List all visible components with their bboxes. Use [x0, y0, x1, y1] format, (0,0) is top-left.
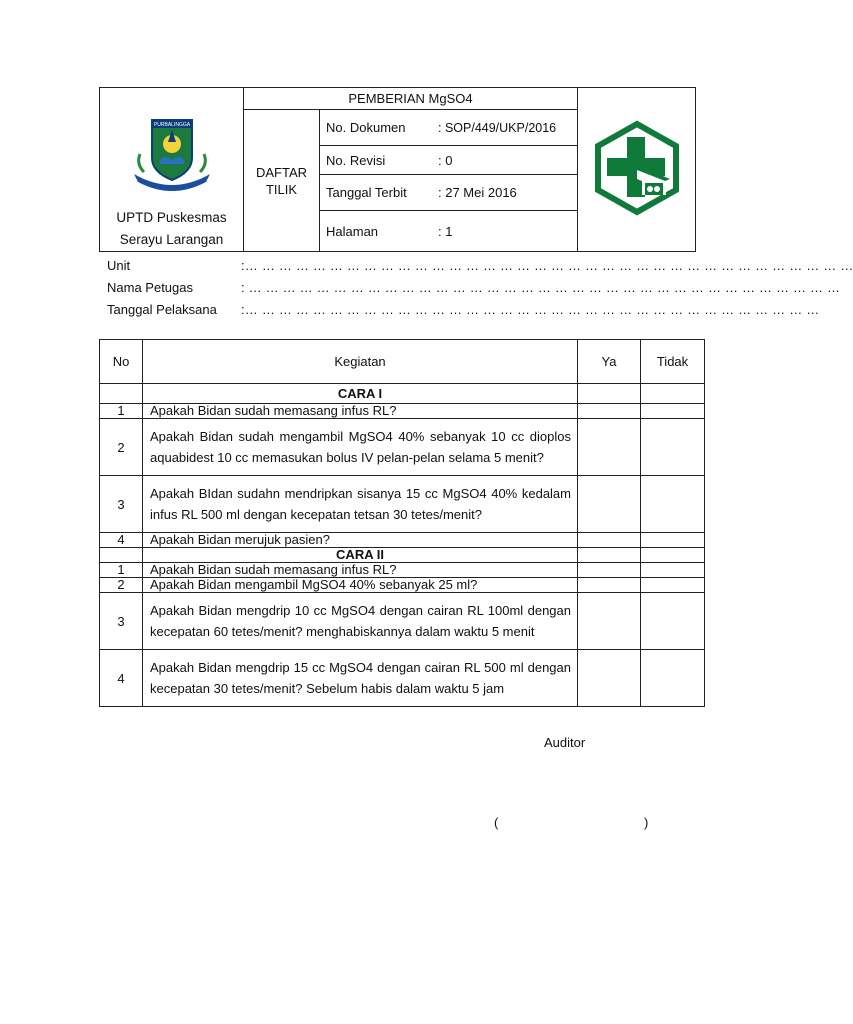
- issue-date-value: : 27 Mei 2016: [438, 185, 517, 200]
- no-check-cell[interactable]: [641, 650, 705, 707]
- auditor-signature-field[interactable]: [500, 815, 640, 831]
- yes-check-cell[interactable]: [578, 650, 641, 707]
- organization-name-line2: Serayu Larangan: [119, 232, 224, 247]
- row-number: 1: [100, 563, 143, 578]
- auditor-label: Auditor: [544, 735, 586, 750]
- no-check-cell[interactable]: [641, 578, 705, 593]
- section-title-cara-2: CARA II: [143, 548, 578, 563]
- officer-label: Nama Petugas: [107, 280, 193, 295]
- page-value: : 1: [438, 223, 453, 239]
- no-check-cell[interactable]: [641, 593, 705, 650]
- row-number: 2: [100, 419, 143, 476]
- row-number: 3: [100, 593, 143, 650]
- row-activity: Apakah Bidan sudah mengambil MgSO4 40% sebanyak 10 cc dioplos aquabidest 10 cc memasukan bolus IV pelan-pelan selama 5 menit?: [143, 419, 578, 476]
- row-number: 1: [100, 404, 143, 419]
- yes-check-cell[interactable]: [578, 533, 641, 548]
- page-label: Halaman: [326, 223, 379, 239]
- page-row: [320, 211, 578, 252]
- emblem-text: PURBALINGGA: [153, 122, 190, 128]
- document-number-row: [320, 110, 578, 146]
- execution-date-dotted-field[interactable]: :… … … … … … … … … … … … … … … … … … … … … … … … … … … … … … … … … …: [241, 302, 820, 317]
- row-activity: Apakah Bidan mengdrip 15 cc MgSO4 dengan cairan RL 500 ml dengan kecepatan 30 tetes/menit? Sebelum habis dalam waktu 5 jam: [143, 650, 578, 707]
- no-check-cell[interactable]: [641, 404, 705, 419]
- row-activity: Apakah Bidan mengambil MgSO4 40% sebanyak 25 ml?: [143, 578, 578, 593]
- row-number: 2: [100, 578, 143, 593]
- table-row: [100, 593, 705, 650]
- signature-close-paren: ): [644, 815, 649, 830]
- table-row: [100, 650, 705, 707]
- yes-check-cell[interactable]: [578, 578, 641, 593]
- puskesmas-logo-cell: [578, 88, 696, 252]
- document-title: PEMBERIAN MgSO4: [244, 88, 578, 110]
- table-row: [100, 476, 705, 533]
- row-number: 4: [100, 650, 143, 707]
- issue-date-label: Tanggal Terbit: [326, 185, 407, 200]
- yes-check-cell[interactable]: [578, 419, 641, 476]
- row-number: 4: [100, 533, 143, 548]
- document-number-label: No. Dokumen: [326, 120, 406, 135]
- revision-label: No. Revisi: [326, 152, 386, 168]
- table-row: [100, 578, 705, 593]
- row-activity: Apakah Bidan sudah memasang infus RL?: [143, 563, 578, 578]
- signature-open-paren: (: [494, 815, 499, 830]
- table-row: [100, 404, 705, 419]
- column-header-no: No: [100, 340, 143, 384]
- no-check-cell[interactable]: [641, 476, 705, 533]
- table-row: [100, 563, 705, 578]
- unit-dotted-field[interactable]: :… … … … … … … … … … … … … … … … … … … … … … … … … … … … … … … … … … … …: [241, 258, 853, 273]
- table-row: [100, 419, 705, 476]
- yes-check-cell[interactable]: [578, 404, 641, 419]
- section-title-cara-1: CARA I: [143, 384, 578, 404]
- puskesmas-logo-icon: [590, 121, 684, 215]
- revision-row: [320, 146, 578, 175]
- row-activity: Apakah BIdan sudahn mendripkan sisanya 15 cc MgSO4 40% kedalam infus RL 500 ml dengan kecepatan tetsan 30 tetes/menit?: [143, 476, 578, 533]
- row-activity: Apakah Bidan mengdrip 10 cc MgSO4 dengan cairan RL 100ml dengan kecepatan 60 tetes/menit? menghabiskannya dalam waktu 5 menit: [143, 593, 578, 650]
- no-check-cell[interactable]: [641, 419, 705, 476]
- purbalingga-emblem: [100, 114, 243, 195]
- officer-dotted-field[interactable]: : … … … … … … … … … … … … … … … … … … … … … … … … … … … … … … … … … … …: [241, 280, 841, 295]
- document-type-line1: DAFTAR: [255, 164, 308, 180]
- yes-check-cell[interactable]: [578, 593, 641, 650]
- column-header-activity: Kegiatan: [143, 340, 578, 384]
- row-activity: Apakah Bidan sudah memasang infus RL?: [143, 404, 578, 419]
- checklist-header-row: [100, 340, 705, 384]
- column-header-no-answer: Tidak: [641, 340, 705, 384]
- organization-cell: [100, 88, 244, 252]
- document-type-cell: [244, 110, 320, 252]
- execution-date-label: Tanggal Pelaksana: [107, 302, 217, 317]
- unit-label: Unit: [107, 258, 131, 273]
- issue-date-row: [320, 175, 578, 211]
- checklist-table: [99, 339, 705, 707]
- revision-value: : 0: [438, 152, 453, 168]
- no-check-cell[interactable]: [641, 533, 705, 548]
- document-header-table: [99, 87, 696, 252]
- yes-check-cell[interactable]: [578, 563, 641, 578]
- row-number: 3: [100, 476, 143, 533]
- organization-name-line1: UPTD Puskesmas: [116, 210, 227, 225]
- no-check-cell[interactable]: [641, 563, 705, 578]
- document-type-line2: TILIK: [265, 181, 298, 197]
- column-header-yes: Ya: [578, 340, 641, 384]
- document-number-value: : SOP/449/UKP/2016: [438, 121, 557, 135]
- row-activity: Apakah Bidan merujuk pasien?: [143, 533, 578, 548]
- yes-check-cell[interactable]: [578, 476, 641, 533]
- table-row: [100, 533, 705, 548]
